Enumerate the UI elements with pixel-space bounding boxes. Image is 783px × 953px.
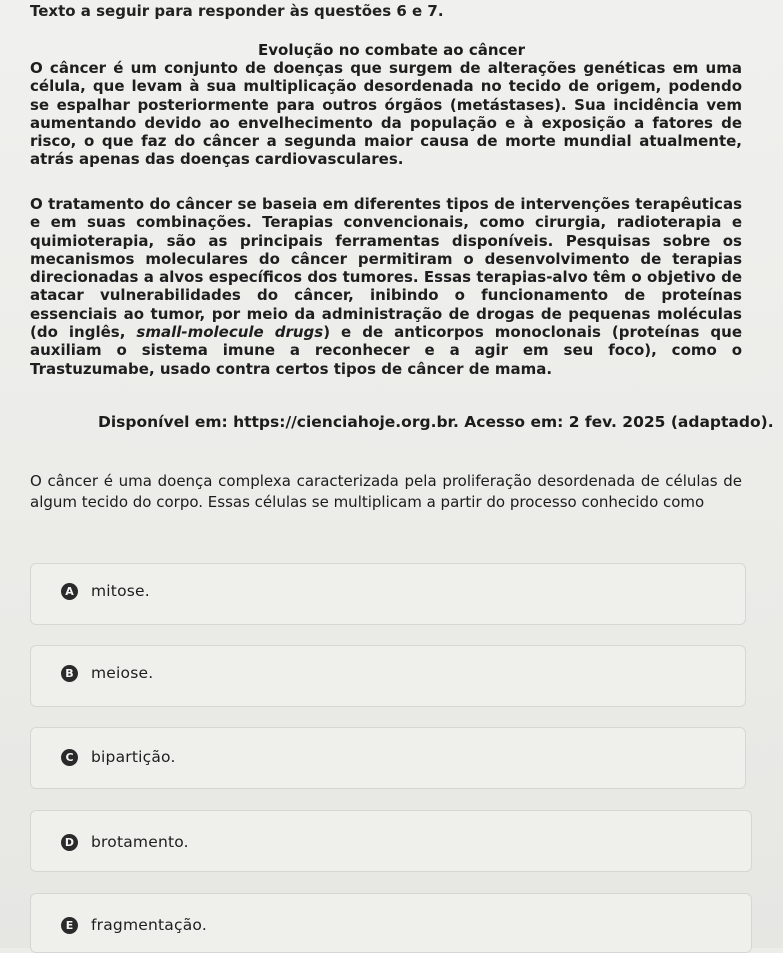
option-e[interactable] [30, 893, 752, 953]
option-e-letter-badge: E [61, 917, 78, 934]
intro-instruction: Texto a seguir para responder às questões 6 e 7. [30, 2, 444, 20]
option-d-letter-badge: D [61, 834, 78, 851]
question-text: O câncer é uma doença complexa caracterizada pela proliferação desordenada de células de algum tecido do corpo. Essas células se multiplicam a partir do processo conhecido como [30, 472, 742, 511]
paragraph-2-italic-term: small-molecule drugs [136, 323, 324, 342]
article-paragraph-2 [30, 195, 742, 378]
article-paragraph-1: O câncer é um conjunto de doenças que surgem de alterações genéticas em uma célula, que levam à sua multiplicação desordenada no tecido de origem, podendo se espalhar posteriormente para outros órgãos (metástases). Sua incidência vem aumentando devido ao envelhecimento da população e à exposição a fatores de risco, o que faz do câncer a segunda maior causa de morte mundial atualmente, atrás apenas das doenças cardiovasculares. [30, 59, 742, 169]
option-b-letter-badge: B [61, 665, 78, 682]
option-e-label: fragmentação. [91, 916, 207, 934]
option-c-letter-badge: C [61, 749, 78, 766]
paragraph-2-text-end: ) e de anticorpos monoclonais (proteínas que auxiliam o sistema imune a reconhecer e a agir em seu foco), como o Trastuzumabe, usado contra certos tipos de câncer de mama. [30, 323, 742, 378]
article-title: Evolução no combate ao câncer [258, 41, 525, 59]
option-c[interactable] [30, 727, 746, 789]
option-c-label: bipartição. [91, 748, 176, 766]
option-b-label: meiose. [91, 664, 154, 682]
paragraph-2-text-start: O tratamento do câncer se baseia em diferentes tipos de intervenções terapêuticas e em suas combinações. Terapias convencionais, como cirurgia, radioterapia e quimioterapia, são as principais ferramentas disponíveis. Pesquisas sobre os mecanismos moleculares do câncer permitiram o desenvolvimento de terapias direcionadas a alvos específicos dos tumores. Essas terapias-alvo têm o objetivo de atacar vulnerabilidades do câncer, inibindo o funcionamento de proteínas essenciais ao tumor, por meio da administração de drogas de pequenas moléculas (do inglês, [30, 195, 742, 342]
option-a[interactable] [30, 563, 746, 625]
article-source: Disponível em: https://cienciahoje.org.br. Acesso em: 2 fev. 2025 (adaptado). [98, 413, 774, 431]
option-d[interactable] [30, 810, 752, 872]
option-a-letter-badge: A [61, 583, 78, 600]
option-a-label: mitose. [91, 582, 150, 600]
option-d-label: brotamento. [91, 833, 189, 851]
option-b[interactable] [30, 645, 746, 707]
